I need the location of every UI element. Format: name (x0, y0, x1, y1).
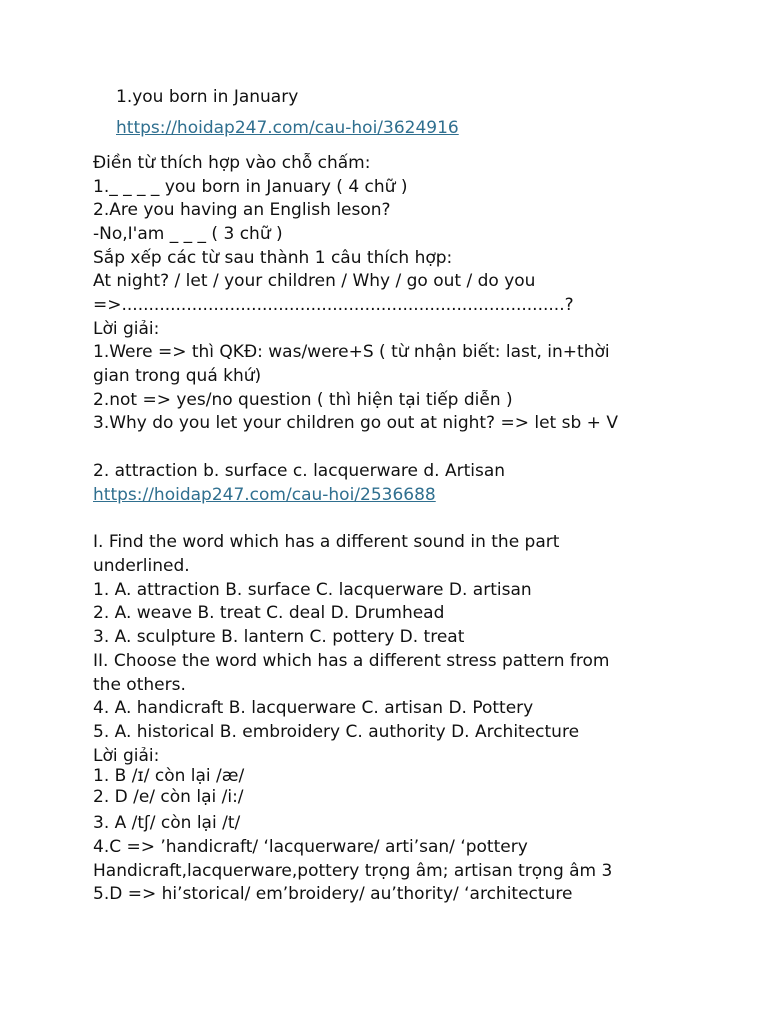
section1-line-8: Lời giải: (93, 319, 160, 339)
section2-line-5: 3. A. sculpture B. lantern C. pottery D. treat (93, 627, 465, 647)
section1-title: 1.you born in January (116, 87, 299, 107)
section2-line-1: I. Find the word which has a different sound in the part (93, 532, 560, 552)
section1-link[interactable]: https://hoidap247.com/cau-hoi/3624916 (116, 118, 459, 138)
section2-line-14: 4.C => ’handicraft/ ‘lacquerware/ arti’san/ ‘pottery (93, 837, 528, 857)
section2-line-11: 1. B /ɪ/ còn lại /æ/ (93, 766, 245, 786)
section1-line-1: Điền từ thích hợp vào chỗ chấm: (93, 153, 371, 173)
section1-line-4: -No,I'am _ _ _ ( 3 chữ ) (93, 224, 283, 244)
section2-title: 2. attraction b. surface c. lacquerware d. Artisan (93, 461, 506, 481)
section1-line-2: 1._ _ _ _ you born in January ( 4 chữ ) (93, 177, 408, 197)
section2-line-9: 5. A. historical B. embroidery C. authority D. Architecture (93, 722, 580, 742)
section2-line-6: II. Choose the word which has a different stress pattern from (93, 651, 610, 671)
section2-line-13: 3. A /tʃ/ còn lại /t/ (93, 813, 241, 833)
section2-line-12: 2. D /e/ còn lại /i:/ (93, 787, 244, 807)
section2-line-8: 4. A. handicraft B. lacquerware C. artisan D. Pottery (93, 698, 534, 718)
section1-line-12: 3.Why do you let your children go out at night? => let sb + V (93, 413, 618, 433)
section1-line-7: =>..................................................................................? (93, 295, 574, 315)
section1-line-6: At night? / let / your children / Why / go out / do you (93, 271, 536, 291)
section2-link[interactable]: https://hoidap247.com/cau-hoi/2536688 (93, 485, 436, 505)
section1-line-11: 2.not => yes/no question ( thì hiện tại tiếp diễn ) (93, 390, 513, 410)
section2-line-3: 1. A. attraction B. surface C. lacquerware D. artisan (93, 580, 532, 600)
section1-line-3: 2.Are you having an English leson? (93, 200, 391, 220)
section2-line-16: 5.D => hi’storical/ em’broidery/ au’thority/ ‘architecture (93, 884, 573, 904)
section1-line-10: gian trong quá khứ) (93, 366, 262, 386)
section2-line-4: 2. A. weave B. treat C. deal D. Drumhead (93, 603, 445, 623)
section2-line-7: the others. (93, 675, 186, 695)
section2-line-2: underlined. (93, 556, 190, 576)
section1-line-9: 1.Were => thì QKĐ: was/were+S ( từ nhận biết: last, in+thời (93, 342, 610, 362)
section2-line-10: Lời giải: (93, 746, 160, 766)
section1-line-5: Sắp xếp các từ sau thành 1 câu thích hợp: (93, 248, 453, 268)
section2-line-15: Handicraft,lacquerware,pottery trọng âm; artisan trọng âm 3 (93, 861, 613, 881)
